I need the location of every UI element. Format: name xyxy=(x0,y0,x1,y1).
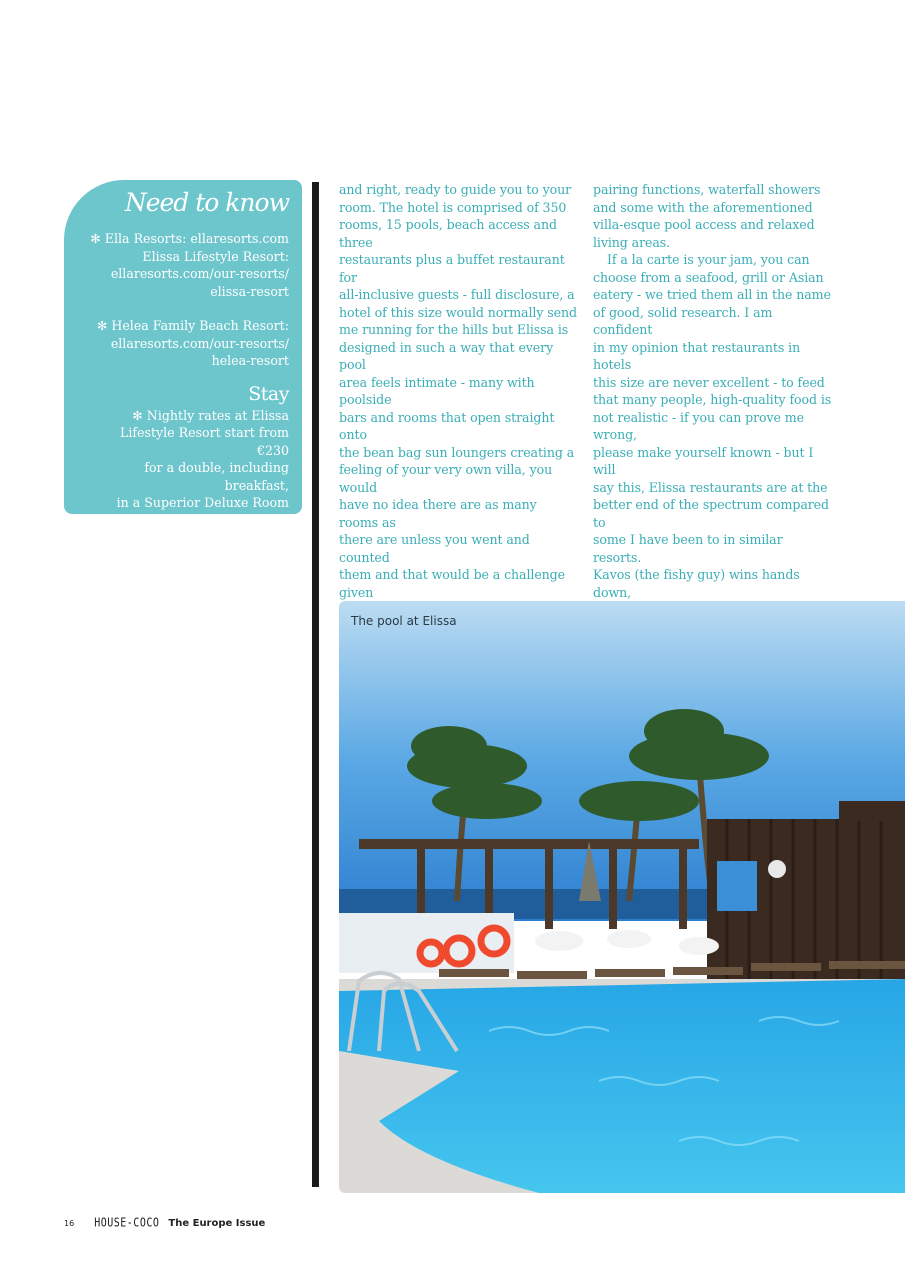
need-to-know-title: Need to know xyxy=(124,188,289,217)
resorts-info xyxy=(84,230,289,300)
paragraph xyxy=(339,181,579,654)
text-line: restaurants plus a buffet restaurant for xyxy=(339,252,565,285)
issue-title: The Europe Issue xyxy=(168,1217,266,1229)
info-line: ellaresorts.com/our-resorts/ xyxy=(110,266,289,281)
text-line: better end of the spectrum compared to xyxy=(593,497,829,530)
text-line: some I have been to in similar resorts. xyxy=(593,532,783,565)
text-line: not realistic - if you can prove me wrong, xyxy=(593,409,804,442)
pool-scene-illustration xyxy=(339,601,905,1193)
stay-title: Stay xyxy=(248,382,289,405)
info-line: ellaresorts.com xyxy=(190,512,289,528)
info-line: elissa-resort xyxy=(210,283,289,299)
cabana-building xyxy=(707,801,905,979)
info-line: ✻ Ella Resorts: ellaresorts.com xyxy=(90,231,289,246)
stay-info xyxy=(84,407,289,530)
text-line: eatery - we tried them all in the name xyxy=(593,287,831,302)
text-line: of good, solid research. I am confident xyxy=(593,304,773,337)
info-line: ✻ Helea Family Beach Resort: xyxy=(96,318,289,333)
text-line: and some with the aforementioned xyxy=(593,199,813,215)
text-line: and right, ready to guide you to your xyxy=(339,182,572,197)
text-line: in my opinion that restaurants in hotels xyxy=(593,339,801,372)
text-line: this size are never excellent - to feed xyxy=(593,374,825,390)
text-line: pairing functions, waterfall showers xyxy=(593,182,821,197)
text-line: the bean bag sun loungers creating a xyxy=(339,444,575,460)
info-line: ellaresorts.com/our-resorts/ xyxy=(110,335,289,351)
text-line: choose from a seafood, grill or Asian xyxy=(593,269,824,285)
page-footer xyxy=(64,1216,265,1230)
text-line: feeling of your very own villa, you would xyxy=(339,462,553,495)
text-line: that many people, high-quality food is xyxy=(593,392,832,407)
need-to-know-box xyxy=(64,180,302,528)
info-line: for a double, including breakfast, xyxy=(144,460,289,493)
info-line: in a Superior Deluxe Room xyxy=(116,495,289,510)
brand-logo: HOUSE-COCO xyxy=(94,1216,160,1230)
helea-info xyxy=(84,317,289,370)
pool-photo xyxy=(339,601,905,1193)
text-line: them and that would be a challenge given xyxy=(339,567,565,600)
text-line: designed in such a way that every pool xyxy=(339,339,554,372)
vertical-divider xyxy=(312,182,319,1187)
text-line: all-inclusive guests - full disclosure, a xyxy=(339,287,575,302)
photo-caption: The pool at Elissa xyxy=(351,614,457,628)
text-line: please make yourself known - but I will xyxy=(593,444,814,477)
text-line: Kavos (the fishy guy) wins hands down, xyxy=(593,567,800,600)
text-line: villa-esque pool access and relaxed xyxy=(593,217,815,232)
text-line: rooms, 15 pools, beach access and three xyxy=(339,217,557,250)
text-line: room. The hotel is comprised of 350 xyxy=(339,199,567,215)
info-line: helea-resort xyxy=(211,353,289,368)
info-line: Elissa Lifestyle Resort: xyxy=(142,248,289,264)
text-line: bars and rooms that open straight onto xyxy=(339,409,555,442)
text-line: have no idea there are as many rooms as xyxy=(339,497,537,530)
text-line: If a la carte is your jam, you can xyxy=(607,252,810,267)
text-line: hotel of this size would normally send xyxy=(339,304,577,320)
text-line: area feels intimate - many with poolside xyxy=(339,374,535,407)
info-line: Lifestyle Resort start from €230 xyxy=(119,425,289,458)
text-line: say this, Elissa restaurants are at the xyxy=(593,479,828,495)
page-number: 16 xyxy=(64,1218,75,1228)
info-line: ✻ Nightly rates at Elissa xyxy=(132,407,289,423)
text-line: living areas. xyxy=(593,234,671,250)
text-line: me running for the hills but Elissa is xyxy=(339,322,569,337)
paragraph xyxy=(593,181,833,251)
text-line: there are unless you went and counted xyxy=(339,532,530,565)
